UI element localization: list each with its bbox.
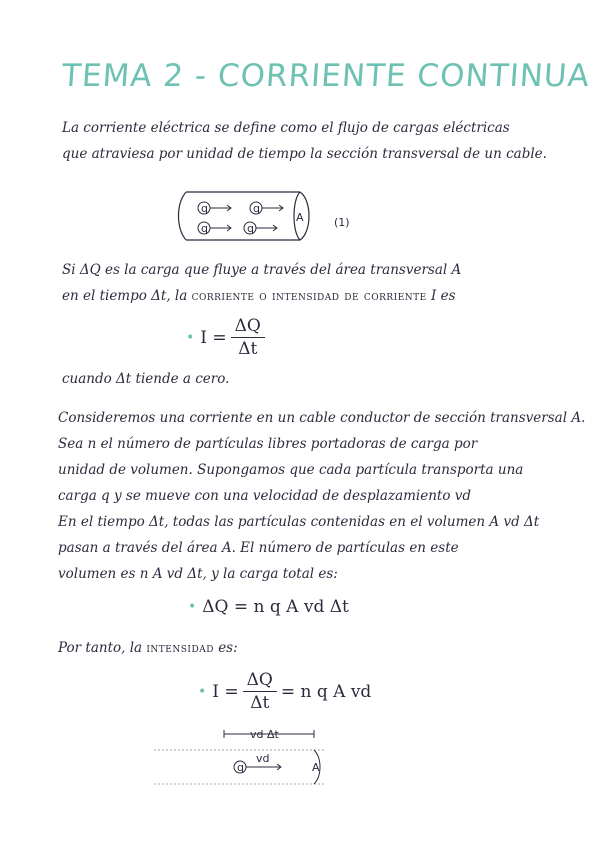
svg-text:q: q (253, 202, 260, 215)
area-label: A (312, 761, 320, 774)
charge-particle (250, 202, 283, 215)
charge-particle (244, 222, 277, 235)
cable-outline (179, 192, 301, 240)
charge-particle (198, 222, 231, 235)
bullet-dot: • (188, 599, 197, 615)
svg-text:q: q (201, 222, 208, 235)
figure-displacement (150, 728, 340, 788)
intro-line-2: que atraviesa por unidad de tiempo la sección transversal de un cable. (62, 146, 547, 162)
paragraph-line-4: carga q y se mueve con una velocidad de desplazamiento vd (58, 488, 472, 504)
velocity-label: vd (256, 752, 270, 765)
conclusion-line: Por tanto, la intensidad es: (58, 640, 238, 656)
definition-line-2: en el tiempo Δt, la corriente o intensidad de corriente I es (62, 288, 456, 304)
paragraph-line-3: unidad de volumen. Supongamos que cada partícula transporta una (58, 462, 524, 478)
paragraph-line-5: En el tiempo Δt, todas las partículas contenidas en el volumen A vd Δt (58, 514, 540, 530)
svg-text:q: q (237, 761, 244, 774)
area-label: A (296, 211, 304, 224)
svg-text:q: q (201, 202, 208, 215)
page-title: TEMA 2 - CORRIENTE CONTINUA (60, 58, 592, 94)
fraction: $\frac{\Delta Q}{\Delta t}$ (231, 316, 265, 359)
charge-particle (234, 752, 281, 774)
formula-charge: • ΔQ = n q A vd Δt (188, 597, 349, 617)
figure-cable-charges (172, 186, 362, 246)
paragraph-line-7: volumen es n A vd Δt, y la carga total es: (58, 566, 338, 582)
definition-line-1: Si ΔQ es la carga que fluye a través del área transversal A (62, 262, 462, 278)
svg-text:q: q (247, 222, 254, 235)
paragraph-line-6: pasan a través del área A. El número de partículas en este (58, 540, 459, 556)
fraction: $\frac{\Delta Q}{\Delta t}$ (243, 670, 277, 713)
formula-intensity: • I = $\frac{\Delta Q}{\Delta t}$ (186, 316, 269, 359)
formula-intensity-final: • I = $\frac{\Delta Q}{\Delta t}$ = n q A vd (198, 670, 372, 713)
length-label: vd Δt (250, 728, 279, 741)
charge-particle (198, 202, 231, 215)
highlight-intensidad: intensidad (146, 640, 214, 656)
bullet-dot: • (186, 329, 195, 346)
figure-ref-label: (1) (334, 216, 350, 229)
bullet-dot: • (198, 683, 207, 700)
paragraph-line-2: Sea n el número de partículas libres portadoras de carga por (58, 436, 478, 452)
condition-line: cuando Δt tiende a cero. (62, 371, 230, 387)
paragraph-line-1: Consideremos una corriente en un cable conductor de sección transversal A. (58, 410, 586, 426)
intro-line-1: La corriente eléctrica se define como el flujo de cargas eléctricas (62, 120, 510, 136)
highlight-corriente: corriente o intensidad de corriente (191, 288, 427, 304)
